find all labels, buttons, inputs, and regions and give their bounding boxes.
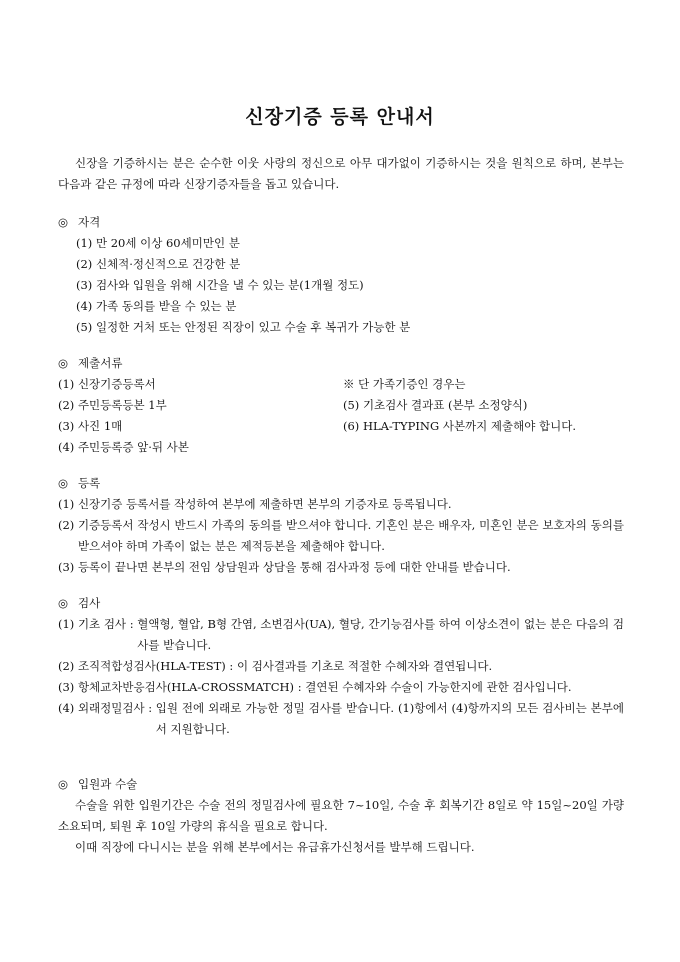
test-label: (1) 기초 검사 : bbox=[58, 617, 138, 631]
test-label: (2) 조직적합성검사(HLA-TEST) : bbox=[58, 659, 237, 673]
document-item: (3) 사진 1매 bbox=[58, 419, 123, 433]
documents-columns bbox=[58, 374, 624, 458]
test-text: 입원 전에 외래로 가능한 정밀 검사를 받습니다. (1)항에서 (4)항까지의 모든 검사비는 본부에서 지원합니다. bbox=[155, 701, 624, 736]
qualification-item: (3) 검사와 입원을 위해 시간을 낼 수 있는 분(1개월 정도) bbox=[76, 278, 364, 292]
registration-item bbox=[58, 557, 624, 578]
double-circle-icon: ◎ bbox=[58, 596, 69, 610]
item-number: (2) bbox=[58, 518, 78, 532]
document-item: (5) 기초검사 결과표 (본부 소정양식) bbox=[343, 398, 528, 412]
item-number: (3) bbox=[58, 560, 78, 574]
section-heading bbox=[58, 593, 624, 614]
double-circle-icon: ◎ bbox=[58, 215, 69, 229]
test-text: 이 검사결과를 기초로 적절한 수혜자와 결연됩니다. bbox=[236, 659, 493, 673]
document-title: 신장기증 등록 안내서 bbox=[245, 106, 435, 128]
document-item: (2) 주민등록등본 1부 bbox=[58, 398, 167, 412]
admission-paragraph: 이때 직장에 다니시는 분을 위해 본부에서는 유급휴가신청서를 발부해 드립니다. bbox=[75, 840, 475, 854]
double-circle-icon: ◎ bbox=[58, 356, 69, 370]
intro-text: 신장을 기증하시는 분은 순수한 이웃 사랑의 정신으로 아무 대가없이 기증하시는 것을 원칙으로 하며, 본부는 다음과 같은 규정에 따라 신장기증자들을 돕고 있습니다. bbox=[58, 156, 624, 191]
test-text: 결연된 수혜자와 수술이 가능한지에 관한 검사입니다. bbox=[305, 680, 572, 694]
heading-text: 제출서류 bbox=[78, 356, 123, 370]
qualification-item: (4) 가족 동의를 받을 수 있는 분 bbox=[76, 299, 237, 313]
section-heading bbox=[58, 212, 624, 233]
test-label: (3) 항체교차반응검사(HLA-CROSSMATCH) : bbox=[58, 680, 306, 694]
section-admission bbox=[58, 774, 624, 858]
documents-right-column bbox=[343, 374, 624, 458]
section-registration bbox=[58, 473, 624, 578]
test-item bbox=[58, 677, 624, 698]
section-documents bbox=[58, 353, 624, 458]
document-item: (1) 신장기증등록서 bbox=[58, 377, 156, 391]
test-item bbox=[58, 656, 624, 677]
double-circle-icon: ◎ bbox=[58, 777, 69, 791]
qualification-item: (1) 만 20세 이상 60세미만인 분 bbox=[76, 236, 240, 250]
qualification-item: (5) 일정한 거처 또는 안정된 직장이 있고 수술 후 복귀가 가능한 분 bbox=[76, 320, 411, 334]
registration-item bbox=[58, 494, 624, 515]
item-number: (1) bbox=[58, 497, 78, 511]
section-heading bbox=[58, 353, 624, 374]
heading-text: 자격 bbox=[78, 215, 101, 229]
test-label: (4) 외래정밀검사 : bbox=[58, 701, 156, 715]
test-text: 혈액형, 혈압, B형 간염, 소변검사(UA), 혈당, 간기능검사를 하여 이상소견이 없는 분은 다음의 검사를 받습니다. bbox=[137, 617, 624, 652]
section-heading bbox=[58, 774, 624, 795]
test-item bbox=[58, 614, 624, 656]
section-tests bbox=[58, 593, 624, 740]
heading-text: 등록 bbox=[78, 476, 101, 490]
intro-paragraph bbox=[58, 153, 624, 195]
section-qualification bbox=[58, 212, 624, 338]
document-item: (4) 주민등록증 앞·뒤 사본 bbox=[58, 440, 189, 454]
heading-text: 검사 bbox=[78, 596, 101, 610]
heading-text: 입원과 수술 bbox=[78, 777, 138, 791]
registration-item bbox=[58, 515, 624, 557]
double-circle-icon: ◎ bbox=[58, 476, 69, 490]
documents-left-column bbox=[58, 374, 343, 458]
document-item: (6) HLA-TYPING 사본까지 제출해야 합니다. bbox=[343, 419, 577, 433]
section-heading bbox=[58, 473, 624, 494]
admission-paragraph: 수술을 위한 입원기간은 수술 전의 정밀검사에 필요한 7~10일, 수술 후 회복기간 8일로 약 15일~20일 가량 소요되며, 퇴원 후 10일 가량의 휴식을 필요로 합니다. bbox=[58, 798, 624, 833]
item-text: 등록이 끝나면 본부의 전임 상담원과 상담을 통해 검사과정 등에 대한 안내를 받습니다. bbox=[77, 560, 511, 574]
item-text: 신장기증 등록서를 작성하여 본부에 제출하면 본부의 기증자로 등록됩니다. bbox=[77, 497, 452, 511]
item-text: 기증등록서 작성시 반드시 가족의 동의를 받으셔야 합니다. 기혼인 분은 배우자, 미혼인 분은 보호자의 동의를 받으셔야 하며 가족이 없는 분은 제적등본을 제출해야 합니다. bbox=[77, 518, 624, 553]
qualification-item: (2) 신체적·정신적으로 건강한 분 bbox=[76, 257, 241, 271]
document-note: ※ 단 가족기증인 경우는 bbox=[343, 377, 466, 391]
test-item bbox=[58, 698, 624, 740]
